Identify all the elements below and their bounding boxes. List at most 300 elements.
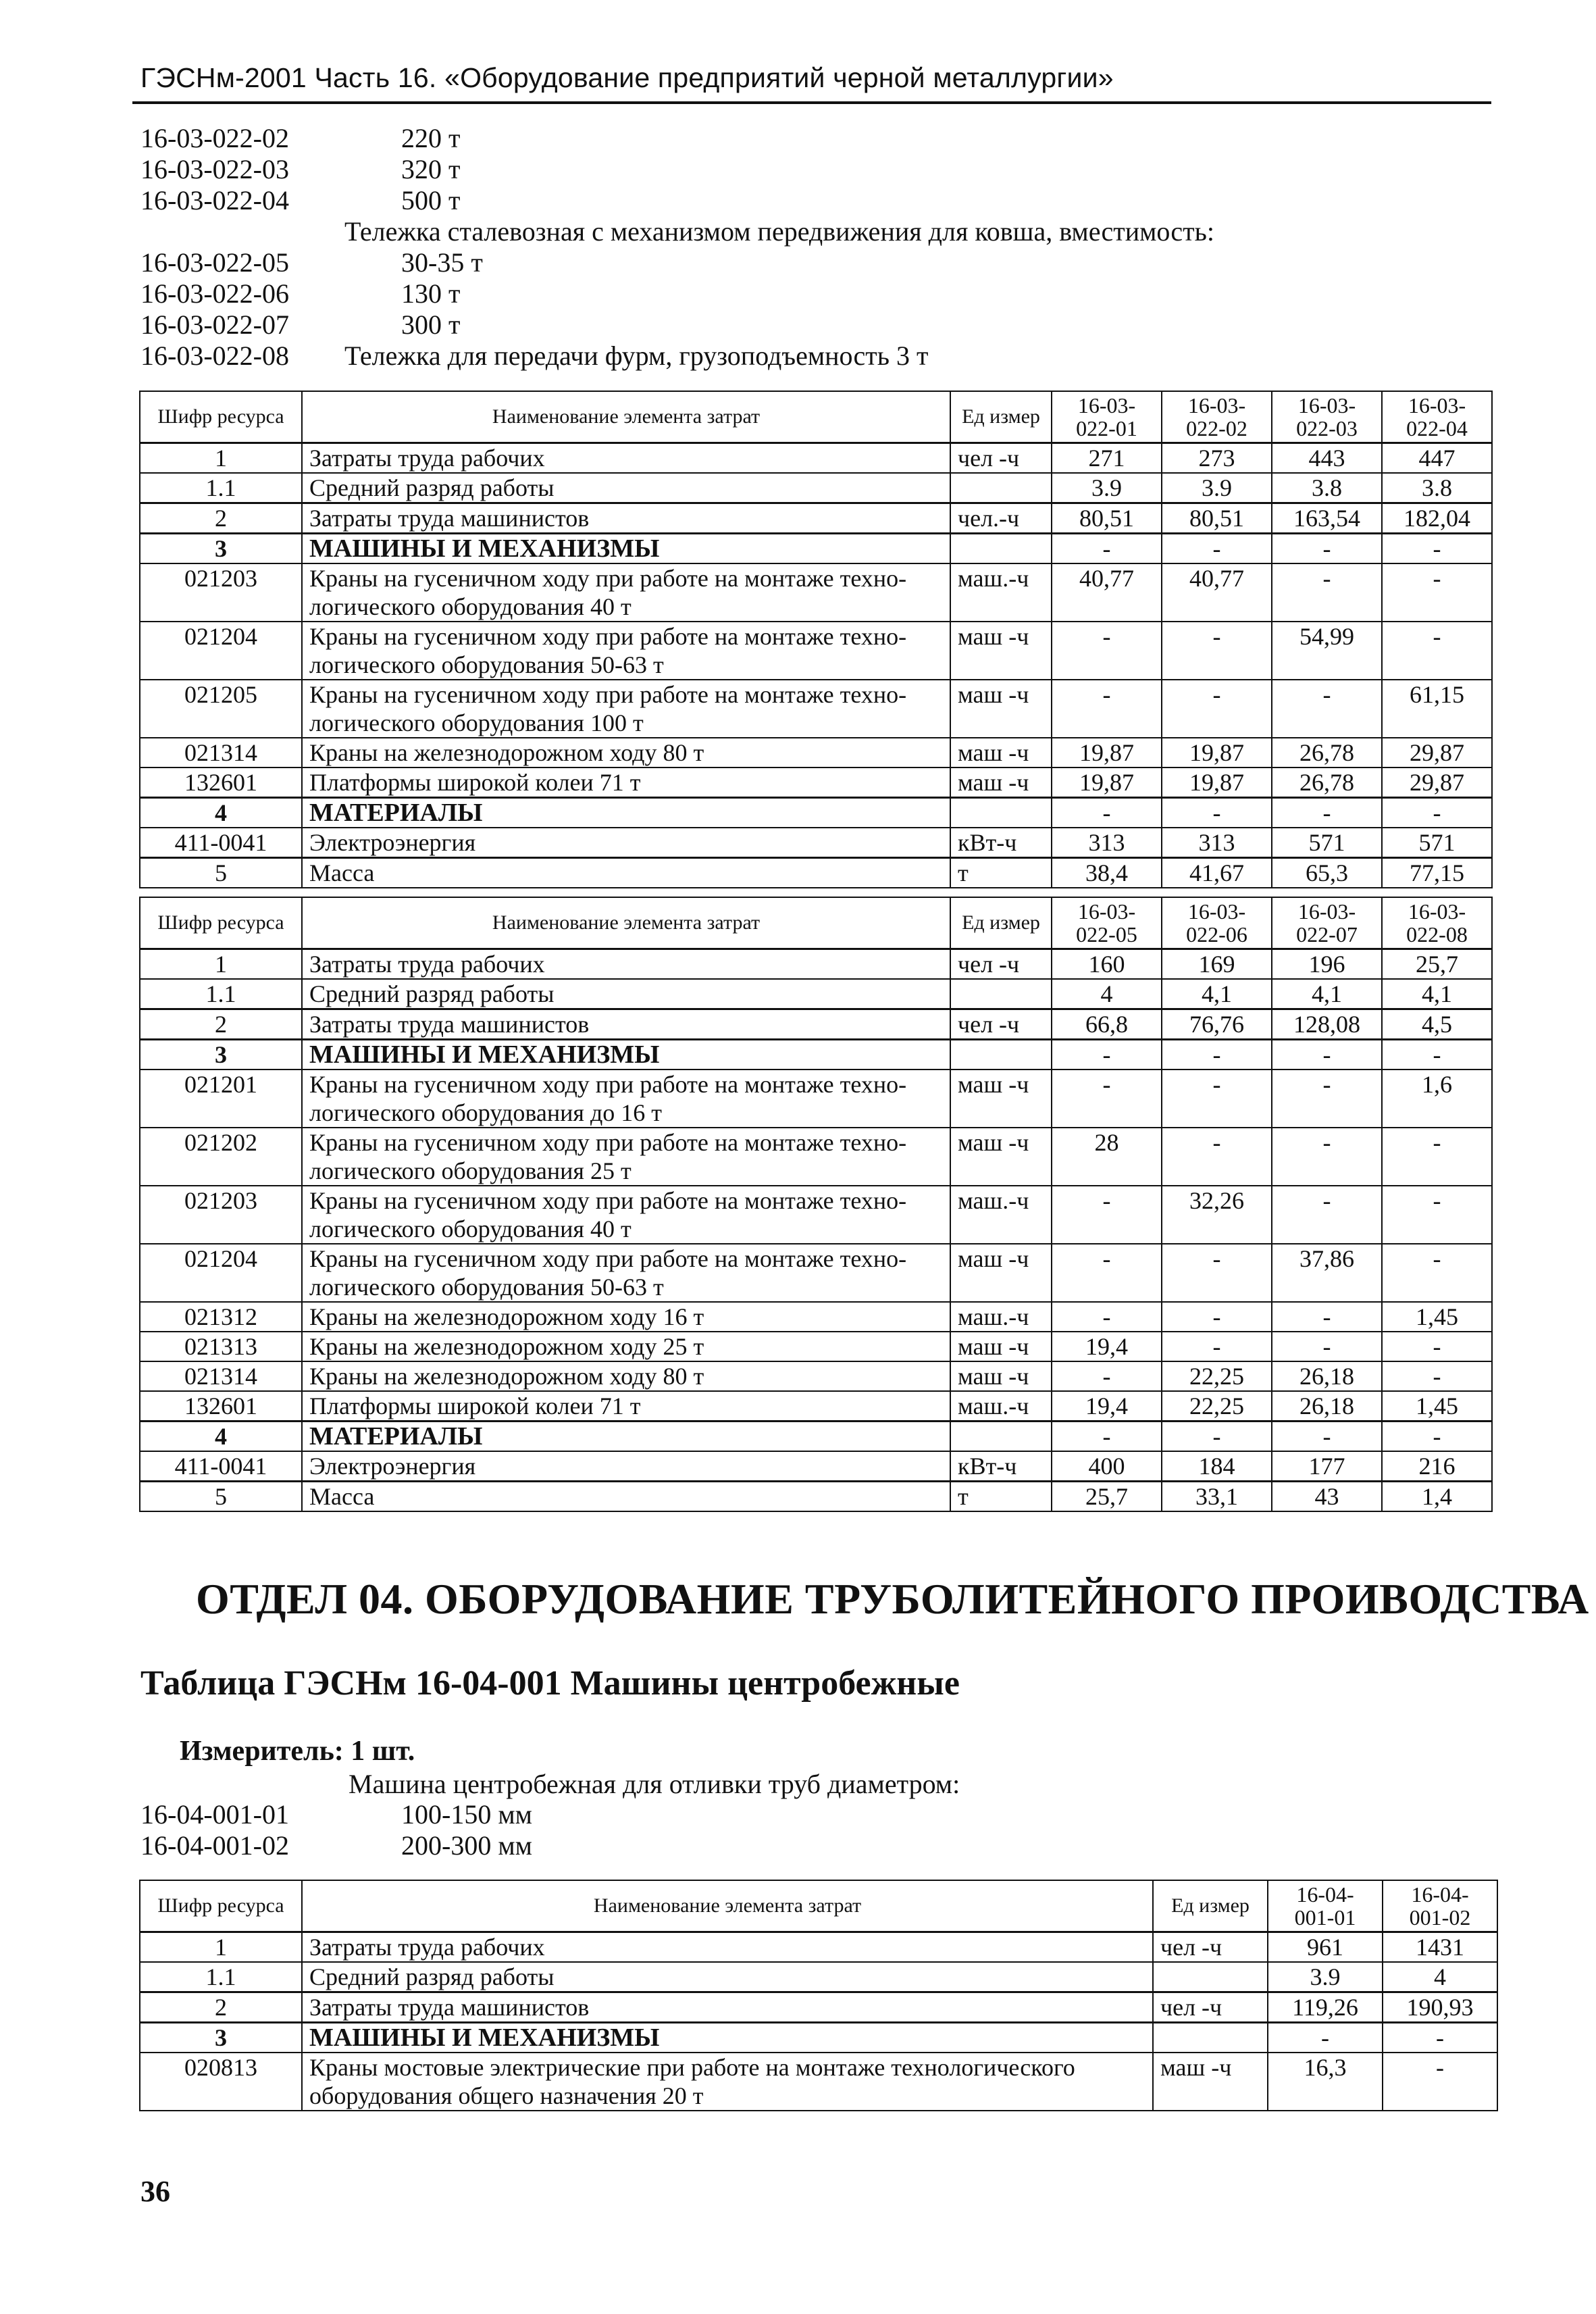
cell-code: 1	[140, 443, 302, 473]
list-item	[140, 1830, 748, 1861]
cell-unit: маш -ч	[950, 622, 1052, 680]
cell-value: 37,86	[1272, 1244, 1382, 1302]
table-row	[140, 1481, 1492, 1511]
norm-table-16-03-022-01-04	[139, 391, 1493, 888]
header-unit: Ед измер	[950, 897, 1052, 949]
cell-name: Масса	[302, 1481, 950, 1511]
cell-value: -	[1382, 1039, 1492, 1070]
resource-value: 220 т	[401, 123, 461, 153]
cell-unit	[950, 473, 1052, 503]
cell-value: 22,25	[1162, 1391, 1272, 1422]
cell-name: Масса	[302, 857, 950, 888]
resource-value: 100-150 мм	[401, 1799, 532, 1830]
table-row	[140, 1244, 1492, 1302]
cell-unit: чел.-ч	[950, 503, 1052, 533]
cell-value: 961	[1268, 1932, 1383, 1962]
cell-value: 271	[1052, 443, 1162, 473]
cell-unit	[950, 533, 1052, 563]
cell-code: 5	[140, 857, 302, 888]
cell-value: 4,1	[1162, 979, 1272, 1009]
resource-value: 500 т	[401, 185, 461, 216]
section-title: ОТДЕЛ 04. ОБОРУДОВАНИЕ ТРУБОЛИТЕЙНОГО ПРОИВОДСТВА	[196, 1575, 1589, 1623]
cell-value: 61,15	[1382, 680, 1492, 738]
cell-value: -	[1272, 1039, 1382, 1070]
cell-name: Краны на железнодорожном ходу 80 т	[302, 1361, 950, 1391]
cell-code: 132601	[140, 768, 302, 798]
table-row	[140, 1332, 1492, 1361]
cell-value: -	[1272, 680, 1382, 738]
cell-value: -	[1382, 1186, 1492, 1244]
cell-name: МАТЕРИАЛЫ	[302, 1421, 950, 1451]
table-row	[140, 738, 1492, 768]
cell-value: -	[1162, 622, 1272, 680]
cell-name: Краны на железнодорожном ходу 16 т	[302, 1302, 950, 1332]
cell-value: -	[1382, 1332, 1492, 1361]
cell-value: -	[1383, 2022, 1497, 2053]
cell-unit: маш -ч	[950, 1332, 1052, 1361]
cell-value: 26,18	[1272, 1361, 1382, 1391]
cell-code: 1.1	[140, 979, 302, 1009]
cell-value: -	[1382, 1128, 1492, 1186]
cell-code: 4	[140, 1421, 302, 1451]
header-name: Наименование элемента затрат	[302, 1880, 1153, 1932]
cell-value: 19,4	[1052, 1332, 1162, 1361]
header-code: Шифр ресурса	[140, 897, 302, 949]
resource-code: 16-03-022-02	[140, 123, 289, 153]
cell-value: 3.9	[1268, 1962, 1383, 1992]
header-norm-code-part: 16-03-	[1077, 899, 1136, 924]
table-row	[140, 1302, 1492, 1332]
table-row	[140, 1361, 1492, 1391]
cell-name: МАТЕРИАЛЫ	[302, 797, 950, 828]
cell-value: 190,93	[1383, 1992, 1497, 2022]
cell-value: 1,6	[1382, 1070, 1492, 1128]
cell-value: 1,4	[1382, 1481, 1492, 1511]
cell-code: 2	[140, 1009, 302, 1039]
table-header-row	[140, 897, 1492, 949]
cell-name: МАШИНЫ И МЕХАНИЗМЫ	[302, 533, 950, 563]
cell-name: Затраты труда рабочих	[302, 1932, 1153, 1962]
cell-value: 177	[1272, 1451, 1382, 1482]
cell-code: 021204	[140, 622, 302, 680]
cell-code: 4	[140, 797, 302, 828]
cell-code: 021202	[140, 1128, 302, 1186]
cell-value: 19,87	[1052, 768, 1162, 798]
cell-code: 3	[140, 1039, 302, 1070]
table-row	[140, 1009, 1492, 1039]
header-code: Шифр ресурса	[140, 391, 302, 443]
cell-name: Затраты труда рабочих	[302, 443, 950, 473]
resource-code: 16-03-022-04	[140, 185, 289, 216]
cell-name: Краны на гусеничном ходу при работе на монтаже техно-логического оборудования 40 т	[302, 1186, 950, 1244]
cell-value: 3.8	[1272, 473, 1382, 503]
list-intro: Машина центробежная для отливки труб диаметром:	[349, 1769, 960, 1799]
cell-value: -	[1272, 1421, 1382, 1451]
cell-unit: маш -ч	[950, 680, 1052, 738]
header-norm-code-part: 022-02	[1186, 416, 1247, 441]
cell-value: 3.8	[1382, 473, 1492, 503]
cell-value: 19,4	[1052, 1391, 1162, 1422]
cell-unit: чел -ч	[1153, 1932, 1268, 1962]
cell-value: -	[1383, 2053, 1497, 2111]
cell-value: -	[1052, 1039, 1162, 1070]
cell-value: -	[1382, 563, 1492, 622]
cell-unit: маш.-ч	[950, 563, 1052, 622]
cell-value: -	[1052, 1361, 1162, 1391]
cell-value: -	[1162, 1421, 1272, 1451]
cell-name: Краны на железнодорожном ходу 80 т	[302, 738, 950, 768]
cell-name: Краны на гусеничном ходу при работе на монтаже техно-логического оборудования 40 т	[302, 563, 950, 622]
cell-value: 3.9	[1052, 473, 1162, 503]
cell-code: 021312	[140, 1302, 302, 1332]
header-norm-code	[1382, 391, 1492, 443]
header-norm-code	[1162, 391, 1272, 443]
header-norm-code-part: 022-06	[1186, 922, 1247, 947]
cell-value: -	[1272, 1302, 1382, 1332]
resource-code: 16-03-022-06	[140, 278, 289, 309]
header-name: Наименование элемента затрат	[302, 391, 950, 443]
cell-unit: маш -ч	[950, 1361, 1052, 1391]
table-row	[140, 1391, 1492, 1422]
list-item	[140, 247, 1424, 278]
cell-value: -	[1382, 1421, 1492, 1451]
cell-value: -	[1272, 1128, 1382, 1186]
cell-value: 571	[1382, 828, 1492, 858]
header-norm-code	[1052, 391, 1162, 443]
cell-unit: маш.-ч	[950, 1186, 1052, 1244]
table-title: Таблица ГЭСНм 16-04-001 Машины центробежные	[140, 1664, 960, 1703]
running-head: ГЭСНм-2001 Часть 16. «Оборудование предприятий черной металлургии»	[140, 62, 1114, 93]
header-norm-code-part: 16-04-	[1411, 1882, 1469, 1907]
table-row	[140, 1992, 1497, 2022]
header-unit: Ед измер	[1153, 1880, 1268, 1932]
cell-code: 021314	[140, 738, 302, 768]
header-norm-code	[1272, 391, 1382, 443]
cell-name: Краны на гусеничном ходу при работе на монтаже техно-логического оборудования 100 т	[302, 680, 950, 738]
table-row	[140, 1039, 1492, 1070]
cell-name: Платформы широкой колеи 71 т	[302, 1391, 950, 1422]
resource-code: 16-03-022-07	[140, 309, 289, 340]
table-header-row	[140, 391, 1492, 443]
cell-name: Краны на гусеничном ходу при работе на монтаже техно-логического оборудования 50-63 т	[302, 1244, 950, 1302]
cell-code: 3	[140, 533, 302, 563]
header-norm-code-part: 16-03-	[1297, 393, 1356, 418]
cell-value: 443	[1272, 443, 1382, 473]
table-row	[140, 1962, 1497, 1992]
cell-value: 1431	[1383, 1932, 1497, 1962]
header-norm-code-part: 16-04-	[1296, 1882, 1354, 1907]
list-item	[140, 123, 1424, 154]
cell-code: 1	[140, 1932, 302, 1962]
header-norm-code	[1162, 897, 1272, 949]
header-code: Шифр ресурса	[140, 1880, 302, 1932]
cell-name: Платформы широкой колеи 71 т	[302, 768, 950, 798]
cell-value: -	[1272, 533, 1382, 563]
cell-unit: чел -ч	[950, 949, 1052, 979]
table-row	[140, 857, 1492, 888]
cell-value: 28	[1052, 1128, 1162, 1186]
cell-name: Краны на гусеничном ходу при работе на монтаже техно-логического оборудования 50-63 т	[302, 622, 950, 680]
cell-code: 1	[140, 949, 302, 979]
resource-description: Тележка сталевозная с механизмом передвижения для ковша, вместимость:	[344, 216, 1215, 247]
cell-value: 32,26	[1162, 1186, 1272, 1244]
header-norm-code-part: 022-03	[1296, 416, 1358, 441]
header-norm-code-part: 16-03-	[1408, 899, 1466, 924]
cell-value: 3.9	[1162, 473, 1272, 503]
header-norm-code-part: 022-05	[1076, 922, 1137, 947]
header-norm-code-part: 16-03-	[1297, 899, 1356, 924]
header-norm-code	[1052, 897, 1162, 949]
cell-name: МАШИНЫ И МЕХАНИЗМЫ	[302, 1039, 950, 1070]
table-row	[140, 979, 1492, 1009]
cell-code: 3	[140, 2022, 302, 2053]
cell-value: -	[1052, 680, 1162, 738]
table-row	[140, 797, 1492, 828]
cell-value: 65,3	[1272, 857, 1382, 888]
header-norm-code-part: 022-08	[1406, 922, 1468, 947]
cell-unit	[950, 1039, 1052, 1070]
resource-description: Тележка для передачи фурм, грузоподъемность 3 т	[344, 341, 929, 371]
resource-value: 300 т	[401, 309, 461, 340]
header-norm-code	[1272, 897, 1382, 949]
cell-name: Краны на железнодорожном ходу 25 т	[302, 1332, 950, 1361]
cell-value: 40,77	[1162, 563, 1272, 622]
cell-name: Электроэнергия	[302, 1451, 950, 1482]
table-row	[140, 563, 1492, 622]
cell-value: 313	[1052, 828, 1162, 858]
cell-value: -	[1272, 1332, 1382, 1361]
cell-value: 400	[1052, 1451, 1162, 1482]
table-header-row	[140, 1880, 1497, 1932]
header-norm-code	[1383, 1880, 1497, 1932]
cell-value: 16,3	[1268, 2053, 1383, 2111]
cell-value: 313	[1162, 828, 1272, 858]
measure-unit: Измеритель: 1 шт.	[180, 1736, 415, 1767]
resource-code-list	[140, 123, 1424, 372]
cell-value: 25,7	[1052, 1481, 1162, 1511]
cell-value: -	[1162, 1332, 1272, 1361]
cell-value: 163,54	[1272, 503, 1382, 533]
norm-table-16-04-001	[139, 1880, 1498, 2111]
cell-value: 38,4	[1052, 857, 1162, 888]
list-item	[140, 154, 1424, 185]
table-row	[140, 768, 1492, 798]
cell-value: 4,1	[1382, 979, 1492, 1009]
cell-value: 182,04	[1382, 503, 1492, 533]
cell-name: Средний разряд работы	[302, 1962, 1153, 1992]
cell-value: 76,76	[1162, 1009, 1272, 1039]
cell-value: -	[1162, 1070, 1272, 1128]
resource-code: 16-04-001-02	[140, 1830, 289, 1861]
cell-value: -	[1272, 563, 1382, 622]
cell-name: Краны мостовые электрические при работе на монтаже технологического оборудования общего назначения 20 т	[302, 2053, 1153, 2111]
table-row	[140, 1451, 1492, 1482]
header-rule	[132, 101, 1491, 104]
table-row	[140, 503, 1492, 533]
cell-code: 411-0041	[140, 1451, 302, 1482]
cell-value: -	[1052, 797, 1162, 828]
cell-value: 19,87	[1162, 738, 1272, 768]
cell-value: -	[1052, 1421, 1162, 1451]
cell-value: -	[1382, 1361, 1492, 1391]
table-row	[140, 533, 1492, 563]
cell-unit: т	[950, 1481, 1052, 1511]
table-row	[140, 1070, 1492, 1128]
header-norm-code	[1382, 897, 1492, 949]
table-row	[140, 680, 1492, 738]
cell-value: 41,67	[1162, 857, 1272, 888]
cell-code: 2	[140, 1992, 302, 2022]
table-row	[140, 1421, 1492, 1451]
cell-value: -	[1162, 1128, 1272, 1186]
cell-unit	[950, 979, 1052, 1009]
cell-value: -	[1268, 2022, 1383, 2053]
cell-unit	[950, 1421, 1052, 1451]
table-row	[140, 622, 1492, 680]
header-norm-code-part: 001-01	[1294, 1905, 1356, 1930]
cell-code: 5	[140, 1481, 302, 1511]
cell-name: Краны на гусеничном ходу при работе на монтаже техно-логического оборудования до 16 т	[302, 1070, 950, 1128]
cell-value: 25,7	[1382, 949, 1492, 979]
table-row	[140, 1128, 1492, 1186]
cell-code: 2	[140, 503, 302, 533]
table-row	[140, 949, 1492, 979]
cell-value: -	[1382, 1244, 1492, 1302]
header-norm-code-part: 16-03-	[1187, 393, 1246, 418]
table-row	[140, 1932, 1497, 1962]
cell-code: 021203	[140, 1186, 302, 1244]
cell-code: 021313	[140, 1332, 302, 1361]
cell-value: 26,78	[1272, 738, 1382, 768]
cell-name: Затраты труда машинистов	[302, 503, 950, 533]
header-norm-code	[1268, 1880, 1383, 1932]
header-norm-code-part: 001-02	[1409, 1905, 1471, 1930]
cell-value: 160	[1052, 949, 1162, 979]
header-unit: Ед измер	[950, 391, 1052, 443]
cell-value: 571	[1272, 828, 1382, 858]
cell-name: Затраты труда машинистов	[302, 1992, 1153, 2022]
cell-value: -	[1272, 1186, 1382, 1244]
page-number: 36	[140, 2175, 170, 2208]
table-row	[140, 443, 1492, 473]
list-item	[140, 216, 1424, 247]
cell-value: 447	[1382, 443, 1492, 473]
cell-name: Затраты труда рабочих	[302, 949, 950, 979]
cell-value: 26,18	[1272, 1391, 1382, 1422]
cell-value: 29,87	[1382, 768, 1492, 798]
cell-value: -	[1052, 1070, 1162, 1128]
cell-value: 77,15	[1382, 857, 1492, 888]
cell-code: 1.1	[140, 473, 302, 503]
cell-name: Электроэнергия	[302, 828, 950, 858]
cell-value: 54,99	[1272, 622, 1382, 680]
cell-value: 40,77	[1052, 563, 1162, 622]
cell-value: -	[1052, 1302, 1162, 1332]
cell-code: 1.1	[140, 1962, 302, 1992]
cell-value: 4,1	[1272, 979, 1382, 1009]
list-item	[140, 278, 1424, 309]
header-norm-code-part: 022-07	[1296, 922, 1358, 947]
cell-name: Краны на гусеничном ходу при работе на монтаже техно-логического оборудования 25 т	[302, 1128, 950, 1186]
cell-value: 1,45	[1382, 1302, 1492, 1332]
header-norm-code-part: 16-03-	[1187, 899, 1246, 924]
cell-value: 4	[1383, 1962, 1497, 1992]
cell-unit: маш -ч	[950, 1128, 1052, 1186]
cell-unit: маш.-ч	[950, 1302, 1052, 1332]
cell-code: 021205	[140, 680, 302, 738]
cell-code: 021201	[140, 1070, 302, 1128]
cell-value: 216	[1382, 1451, 1492, 1482]
cell-name: Затраты труда машинистов	[302, 1009, 950, 1039]
cell-value: 29,87	[1382, 738, 1492, 768]
cell-value: 19,87	[1162, 768, 1272, 798]
table-row	[140, 828, 1492, 858]
cell-unit: маш -ч	[950, 768, 1052, 798]
resource-value: 320 т	[401, 154, 461, 184]
cell-code: 411-0041	[140, 828, 302, 858]
cell-value: -	[1382, 797, 1492, 828]
cell-code: 132601	[140, 1391, 302, 1422]
cell-value: 119,26	[1268, 1992, 1383, 2022]
norm-table-16-03-022-05-08	[139, 897, 1493, 1512]
resource-code: 16-03-022-03	[140, 154, 289, 184]
cell-value: -	[1162, 1244, 1272, 1302]
cell-value: 4	[1052, 979, 1162, 1009]
cell-value: -	[1052, 533, 1162, 563]
list-item	[140, 185, 1424, 216]
cell-value: 169	[1162, 949, 1272, 979]
cell-value: 19,87	[1052, 738, 1162, 768]
cell-value: 4,5	[1382, 1009, 1492, 1039]
cell-value: -	[1162, 1302, 1272, 1332]
cell-value: -	[1162, 680, 1272, 738]
cell-value: -	[1382, 533, 1492, 563]
cell-value: -	[1382, 622, 1492, 680]
resource-code: 16-03-022-08	[140, 341, 289, 371]
table-row	[140, 1186, 1492, 1244]
cell-value: -	[1162, 797, 1272, 828]
table-row	[140, 473, 1492, 503]
cell-unit	[1153, 2022, 1268, 2053]
cell-unit: т	[950, 857, 1052, 888]
cell-value: 43	[1272, 1481, 1382, 1511]
cell-value: -	[1052, 622, 1162, 680]
cell-value: 273	[1162, 443, 1272, 473]
resource-value: 30-35 т	[401, 247, 483, 278]
cell-unit: маш -ч	[950, 1244, 1052, 1302]
resource-code: 16-03-022-05	[140, 247, 289, 278]
cell-unit	[950, 797, 1052, 828]
cell-value: 66,8	[1052, 1009, 1162, 1039]
cell-unit: маш -ч	[1153, 2053, 1268, 2111]
list-item	[140, 341, 1424, 372]
cell-value: -	[1272, 797, 1382, 828]
cell-value: -	[1162, 533, 1272, 563]
cell-unit: кВт-ч	[950, 1451, 1052, 1482]
resource-code-list-04	[140, 1799, 748, 1861]
cell-value: -	[1052, 1244, 1162, 1302]
list-item	[140, 309, 1424, 341]
header-name: Наименование элемента затрат	[302, 897, 950, 949]
cell-code: 021204	[140, 1244, 302, 1302]
cell-value: 128,08	[1272, 1009, 1382, 1039]
cell-value: 33,1	[1162, 1481, 1272, 1511]
cell-unit: маш -ч	[950, 738, 1052, 768]
cell-value: -	[1272, 1070, 1382, 1128]
resource-value: 130 т	[401, 278, 461, 309]
cell-name: МАШИНЫ И МЕХАНИЗМЫ	[302, 2022, 1153, 2053]
cell-unit: чел -ч	[950, 443, 1052, 473]
